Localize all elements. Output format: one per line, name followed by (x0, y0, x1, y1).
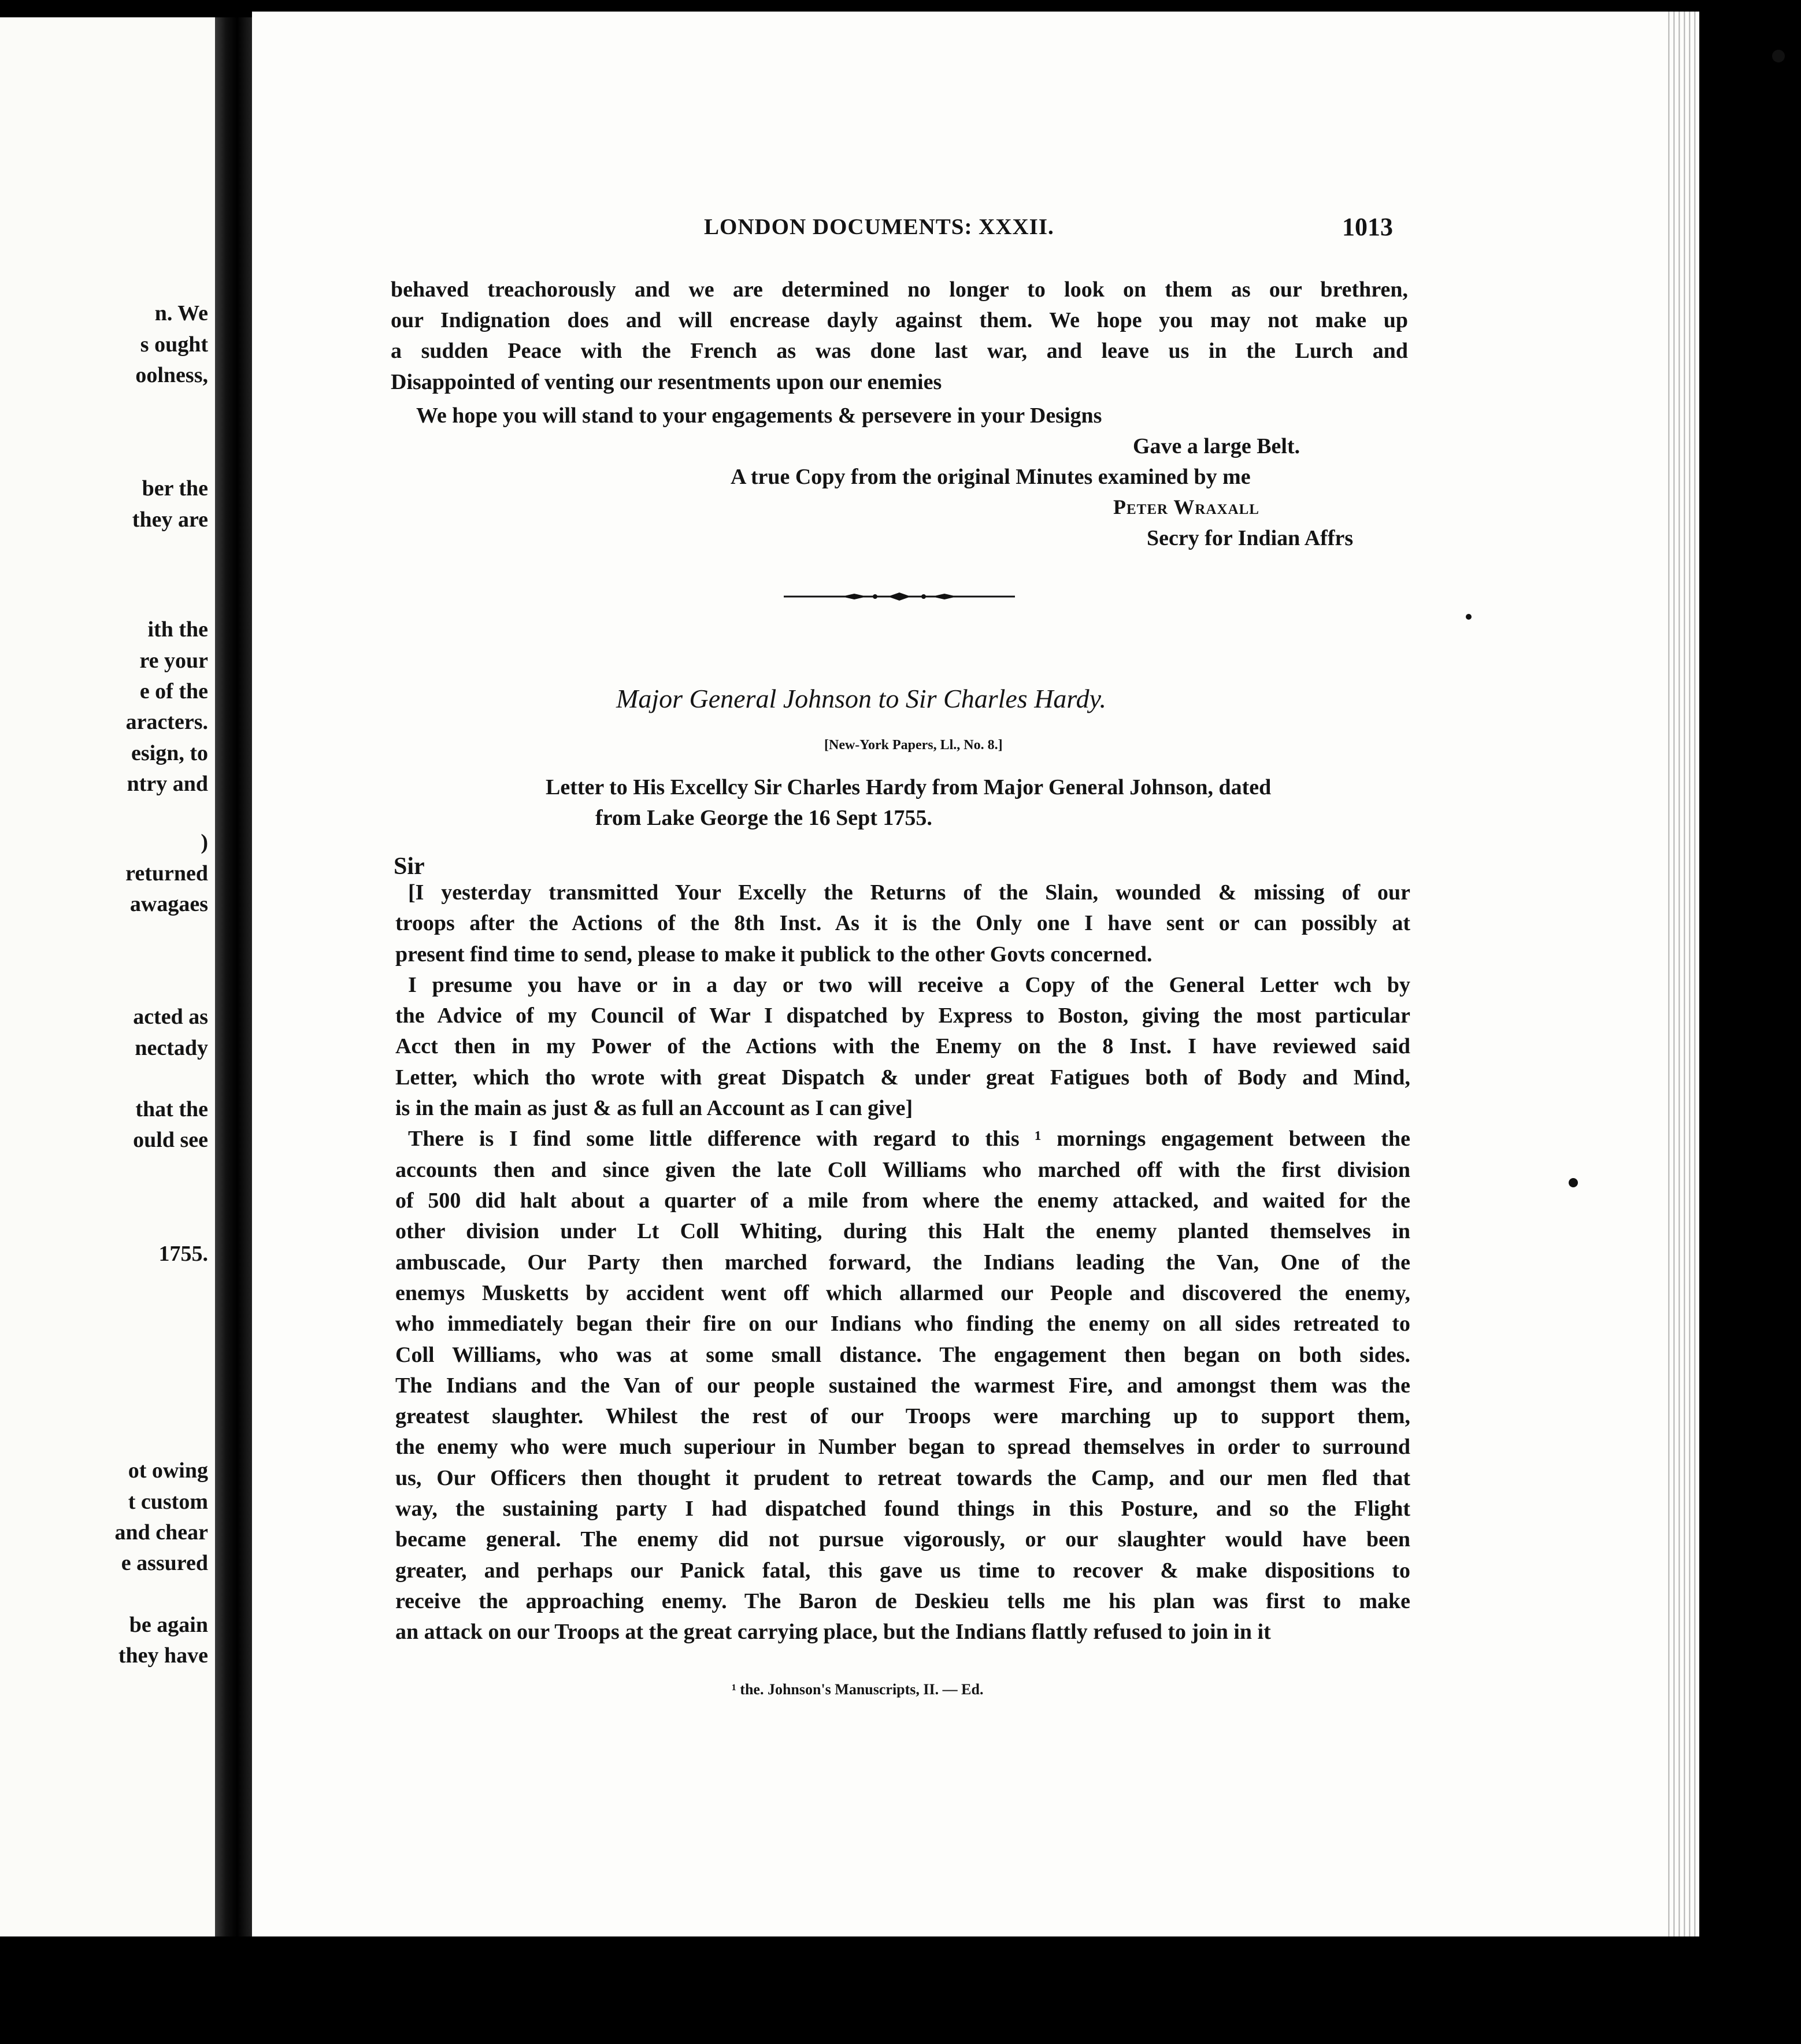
document-page (252, 12, 1683, 1936)
page-stack-edge (1665, 12, 1699, 1936)
summary-line-2: from Lake George the 16 Sept 1755. (595, 806, 932, 830)
previous-page-line: s ought (140, 332, 208, 357)
signer-name: Peter Wraxall (1113, 495, 1259, 519)
previous-page-line: ) (201, 830, 208, 854)
previous-page-line: ntry and (127, 772, 208, 796)
letter-line: became general. The enemy did not pursue vigorously, or our slaughter would have been (395, 1527, 1410, 1551)
true-copy-line: A true Copy from the original Minutes examined by me (731, 465, 1251, 489)
previous-page-edge (0, 17, 215, 1936)
letter-line: us, Our Officers then thought it prudent to retreat towards the Camp, and our men fled that (395, 1466, 1410, 1490)
letter-line: [I yesterday transmitted Your Excelly the Returns of the Slain, wounded & missing of our (408, 880, 1410, 905)
previous-page-line: oolness, (135, 363, 208, 387)
summary-line-1: Letter to His Excellcy Sir Charles Hardy from Major General Johnson, dated (546, 775, 1272, 799)
previous-page-line: re your (139, 649, 208, 673)
salutation: Sir (394, 853, 425, 880)
previous-page-line: ber the (142, 476, 208, 501)
letter-line: Acct then in my Power of the Actions with the Enemy on the 8 Inst. I have reviewed said (395, 1034, 1410, 1058)
previous-page-line: they have (118, 1643, 208, 1668)
previous-page-line: n. We (154, 301, 208, 325)
letter-line: enemys Musketts by accident went off which allarmed our People and discovered the enemy, (395, 1281, 1410, 1305)
letter-line: other division under Lt Coll Whiting, during this Halt the enemy planted themselves in (395, 1219, 1410, 1243)
closing-hope-line: We hope you will stand to your engagements & persevere in your Designs (416, 403, 1102, 428)
letter-line: greater, and perhaps our Panick fatal, this gave us time to recover & make dispositions to (395, 1558, 1410, 1583)
previous-page-line: awagaes (129, 892, 208, 916)
continued-text-line: Disappointed of venting our resentments upon our enemies (391, 370, 942, 394)
book-gutter (215, 17, 252, 1936)
ornamental-rule (784, 591, 1015, 602)
letter-line: I presume you have or in a day or two will receive a Copy of the General Letter wch by (408, 973, 1410, 997)
letter-line: the enemy who were much superiour in Number began to spread themselves in order to surround (395, 1435, 1410, 1459)
previous-page-line: e of the (139, 679, 208, 703)
letter-line: is in the main as just & as full an Account as I can give] (395, 1096, 913, 1120)
previous-page-line: ith the (147, 617, 208, 642)
letter-line: troops after the Actions of the 8th Inst. As it is the Only one I have sent or can possibly at (395, 911, 1410, 935)
previous-page-line: ot owing (128, 1458, 208, 1483)
letter-line: the Advice of my Council of War I dispatched by Express to Boston, giving the most particular (395, 1004, 1410, 1028)
previous-page-line: t custom (128, 1490, 208, 1514)
previous-page-line: esign, to (131, 741, 208, 765)
continued-text-line: a sudden Peace with the French as was done last war, and leave us in the Lurch and (391, 339, 1408, 363)
letter-line: who immediately began their fire on our Indians who finding the enemy on all sides retreated to (395, 1312, 1410, 1336)
page-number: 1013 (1342, 213, 1393, 241)
letter-line: of 500 did halt about a quarter of a mile from where the enemy attacked, and waited for the (395, 1188, 1410, 1213)
letter-line: present find time to send, please to make it publick to the other Govts concerned. (395, 942, 1153, 967)
previous-page-line: be again (129, 1613, 208, 1637)
previous-page-line: 1755. (158, 1242, 208, 1266)
scan-speck (1772, 50, 1785, 62)
letter-line: Coll Williams, who was at some small distance. The engagement then began on both sides. (395, 1343, 1410, 1367)
continued-text-line: our Indignation does and will encrease dayly against them. We hope you may not make up (391, 308, 1408, 332)
document-title: Major General Johnson to Sir Charles Hardy. (616, 684, 1106, 713)
scan-speck (1569, 1178, 1578, 1187)
letter-line: There is I find some little difference with regard to this ¹ mornings engagement between the (408, 1127, 1410, 1151)
letter-line: greatest slaughter. Whilest the rest of our Troops were marching up to support them, (395, 1404, 1410, 1428)
letter-line: receive the approaching enemy. The Baron de Deskieu tells me his plan was first to make (395, 1589, 1410, 1613)
continued-text-line: behaved treachorously and we are determined no longer to look on them as our brethren, (391, 277, 1408, 302)
previous-page-line: returned (125, 861, 208, 886)
previous-page-line: nectady (135, 1036, 208, 1060)
letter-line: accounts then and since given the late Coll Williams who marched off with the first division (395, 1158, 1410, 1182)
previous-page-line: ould see (133, 1128, 208, 1152)
running-title: LONDON DOCUMENTS: XXXII. (704, 214, 1054, 239)
previous-page-line: they are (132, 508, 208, 532)
letter-line: an attack on our Troops at the great carrying place, but the Indians flattly refused to join in it (395, 1620, 1271, 1644)
previous-page-line: e assured (121, 1551, 208, 1575)
previous-page-line: and chear (114, 1520, 208, 1545)
previous-page-line: acted as (133, 1005, 208, 1029)
letter-line: way, the sustaining party I had dispatched found things in this Posture, and so the Flight (395, 1497, 1410, 1521)
footnote: ¹ the. Johnson's Manuscripts, II. — Ed. (732, 1681, 984, 1698)
previous-page-line: aracters. (125, 710, 208, 734)
belt-line: Gave a large Belt. (1133, 434, 1300, 458)
letter-line: ambuscade, Our Party then marched forward, the Indians leading the Van, One of the (395, 1250, 1410, 1275)
previous-page-line: that the (135, 1097, 208, 1121)
letter-line: Letter, which tho wrote with great Dispatch & under great Fatigues both of Body and Mind, (395, 1065, 1410, 1090)
scan-speck (1466, 614, 1472, 620)
letter-line: The Indians and the Van of our people sustained the warmest Fire, and amongst them was the (395, 1373, 1410, 1398)
signer-title: Secry for Indian Affrs (1147, 526, 1354, 550)
source-citation: [New-York Papers, Ll., No. 8.] (824, 738, 1003, 753)
